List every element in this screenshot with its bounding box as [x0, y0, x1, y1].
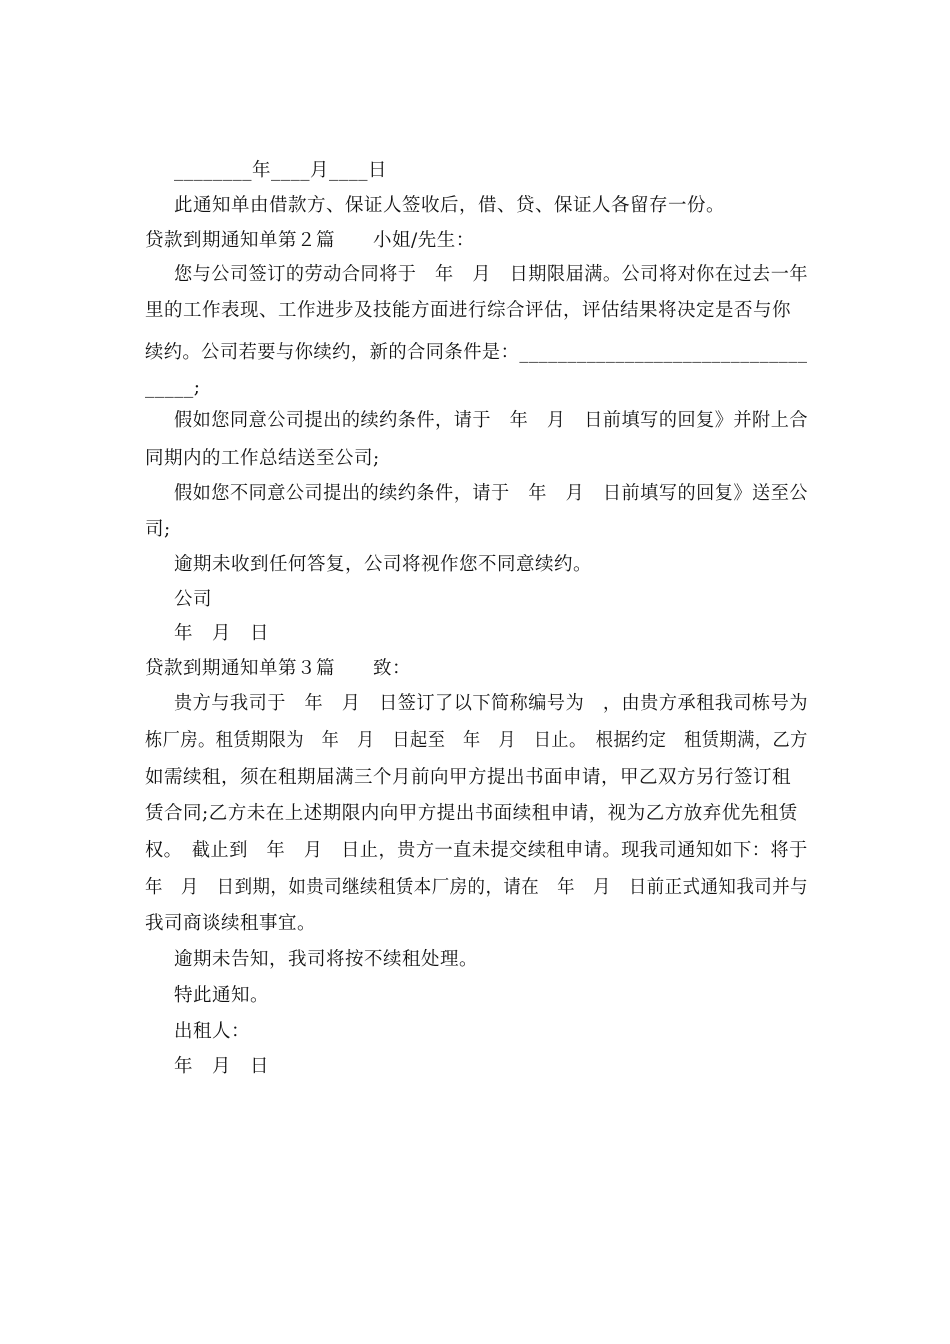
closing-line: 特此通知。	[174, 985, 270, 1006]
paragraph-line: 假如您同意公司提出的续约条件，请于 年 月 日前填写的回复》并附上合	[174, 410, 808, 431]
paragraph-line: 假如您不同意公司提出的续约条件，请于 年 月 日前填写的回复》送至公	[174, 483, 808, 504]
paragraph-line: 我司商谈续租事宜。	[145, 913, 317, 934]
paragraph-line: 赁合同;乙方未在上述期限内向甲方提出书面续租申请，视为乙方放弃优先租赁	[145, 803, 798, 824]
retention-note: 此通知单由借款方、保证人签收后，借、贷、保证人各留存一份。	[174, 195, 726, 216]
paragraph-line: 里的工作表现、工作进步及技能方面进行综合评估，评估结果将决定是否与你	[145, 300, 792, 321]
section-2-heading: 贷款到期通知单第２篇 小姐/先生：	[145, 230, 475, 251]
paragraph-line: 您与公司签订的劳动合同将于 年 月 日期限届满。公司将对你在过去一年	[174, 264, 808, 285]
section-3-heading: 贷款到期通知单第３篇 致：	[145, 658, 412, 679]
paragraph-line: 续约。公司若要与你续约，新的合同条件是：______________________________	[145, 342, 808, 363]
paragraph-line: 年 月 日到期，如贵司继续租赁本厂房的，请在 年 月 日前正式通知我司并与	[145, 877, 809, 898]
paragraph-line: 司;	[145, 519, 171, 540]
paragraph-line: _____;	[145, 377, 201, 398]
paragraph-line: 栋厂房。租赁期限为 年 月 日起至 年 月 日止。 根据约定 租赁期满，乙方	[145, 730, 808, 751]
closing-date: 年 月 日	[174, 1056, 270, 1077]
signature-date: 年 月 日	[174, 623, 270, 644]
paragraph-line: 逾期未收到任何答复，公司将视作您不同意续约。	[174, 554, 593, 575]
paragraph-line: 贵方与我司于 年 月 日签订了以下简称编号为 ，由贵方承租我司栋号为	[174, 693, 808, 714]
paragraph-line: 逾期未告知，我司将按不续租处理。	[174, 949, 479, 970]
signature-company: 公司	[174, 589, 213, 610]
lessor-label: 出租人：	[174, 1021, 251, 1042]
paragraph-line: 权。 截止到 年 月 日止，贵方一直未提交续租申请。现我司通知如下：将于	[145, 840, 808, 861]
paragraph-line: 同期内的工作总结送至公司;	[145, 448, 380, 469]
date-blank-line: ________年____月____日	[174, 160, 388, 181]
paragraph-line: 如需续租，须在租期届满三个月前向甲方提出书面申请，甲乙双方另行签订租	[145, 767, 792, 788]
